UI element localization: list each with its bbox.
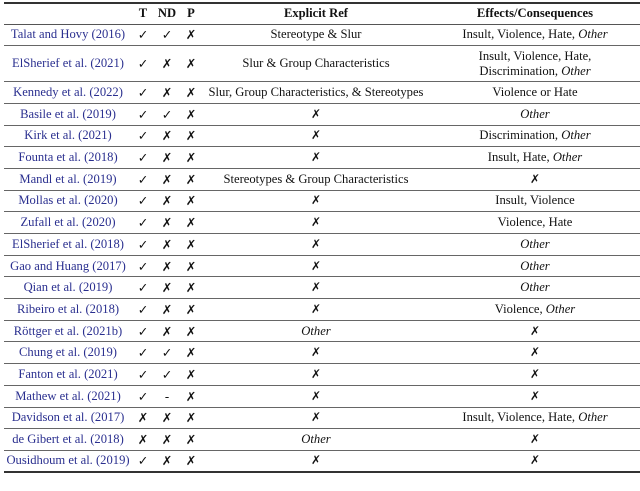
explicit-ref-cell [202, 299, 430, 321]
table-row [4, 24, 640, 46]
effects-cell [430, 320, 640, 342]
effects-text: ✗ [529, 453, 541, 468]
comparison-table [4, 2, 640, 473]
t-mark: ✓ [137, 215, 149, 231]
p-mark: ✗ [185, 106, 197, 122]
effects-text: Violence, Hate [497, 215, 573, 230]
nd-mark: ✗ [161, 453, 173, 469]
reference-link[interactable]: Ousidhoum et al. (2019) [6, 453, 130, 468]
explicit-ref-text: ✗ [310, 453, 322, 468]
effects-other-text: Other [578, 27, 608, 42]
effects-text: Discrimination, [479, 128, 562, 143]
p-mark: ✗ [185, 258, 197, 274]
explicit-ref-text: ✗ [310, 345, 322, 360]
reference-link[interactable]: Mollas et al. (2020) [18, 193, 118, 208]
t-mark: ✓ [137, 27, 149, 43]
nd-mark: ✗ [161, 85, 173, 101]
effects-cell [430, 385, 640, 407]
table-row [4, 342, 640, 364]
effects-text: ✗ [529, 366, 541, 381]
effects-cell [430, 24, 640, 46]
p-mark: ✗ [185, 453, 197, 469]
reference-link[interactable]: Talat and Hovy (2016) [10, 27, 126, 42]
t-mark: ✓ [137, 106, 149, 122]
reference-link[interactable]: Kirk et al. (2021) [24, 128, 112, 143]
reference-link[interactable]: Fanton et al. (2021) [18, 366, 118, 381]
explicit-ref-cell [202, 125, 430, 147]
p-mark: ✗ [185, 280, 197, 296]
t-mark: ✓ [137, 388, 149, 404]
explicit-ref-text: ✗ [310, 128, 322, 143]
explicit-ref-cell [202, 24, 430, 46]
nd-mark: ✗ [161, 323, 173, 339]
explicit-ref-text: ✗ [310, 106, 322, 121]
explicit-ref-text: ✗ [310, 410, 322, 425]
effects-cell [430, 82, 640, 104]
effects-cell [430, 364, 640, 386]
explicit-ref-cell [202, 277, 430, 299]
effects-other-text: Other [552, 150, 583, 165]
effects-cell [430, 450, 640, 472]
effects-text: ✗ [529, 388, 541, 403]
reference-link[interactable]: Mathew et al. (2021) [15, 388, 121, 403]
explicit-ref-cell [202, 147, 430, 169]
nd-mark: ✓ [161, 345, 173, 361]
nd-mark: ✗ [161, 432, 173, 448]
p-mark: ✗ [185, 366, 197, 382]
p-mark: ✗ [185, 432, 197, 448]
reference-link[interactable]: Röttger et al. (2021b) [13, 323, 123, 338]
nd-mark: ✗ [161, 301, 173, 317]
reference-link[interactable]: de Gibert et al. (2018) [12, 432, 124, 447]
effects-cell [430, 429, 640, 451]
effects-text: ✗ [529, 171, 541, 186]
explicit-ref-cell [202, 385, 430, 407]
effects-cell [430, 407, 640, 429]
explicit-ref-cell [202, 255, 430, 277]
explicit-ref-cell [202, 168, 430, 190]
effects-cell [430, 255, 640, 277]
t-mark: ✓ [137, 323, 149, 339]
nd-mark: ✗ [161, 193, 173, 209]
p-mark: ✗ [185, 27, 197, 43]
reference-link[interactable]: Chung et al. (2019) [19, 345, 117, 360]
explicit-other-text: Other [301, 432, 331, 447]
explicit-ref-text: Stereotypes & Group Characteristics [223, 171, 409, 186]
p-mark: ✗ [185, 193, 197, 209]
table-row [4, 385, 640, 407]
table-row [4, 103, 640, 125]
table-row [4, 277, 640, 299]
effects-cell [430, 342, 640, 364]
table-row [4, 320, 640, 342]
effects-text: ✗ [529, 323, 541, 338]
effects-cell [430, 125, 640, 147]
effects-other-text: Other [545, 301, 576, 316]
explicit-ref-cell [202, 234, 430, 256]
t-mark: ✗ [137, 410, 149, 426]
effects-cell [430, 190, 640, 212]
reference-link[interactable]: Zufall et al. (2020) [20, 215, 116, 230]
effects-cell [430, 46, 640, 82]
nd-mark: ✗ [161, 410, 173, 426]
effects-cell [430, 212, 640, 234]
effects-other-text: Other [520, 236, 550, 251]
header-effects: Effects/Consequences [430, 3, 640, 24]
nd-mark: ✓ [161, 366, 173, 382]
table-row [4, 168, 640, 190]
explicit-ref-cell [202, 46, 430, 82]
nd-mark: - [164, 388, 170, 404]
explicit-ref-text: ✗ [310, 258, 322, 273]
explicit-ref-cell [202, 103, 430, 125]
header-row [4, 3, 640, 24]
explicit-ref-text: Slur & Group Characteristics [242, 56, 390, 71]
explicit-ref-cell [202, 342, 430, 364]
explicit-other-text: Other [301, 323, 331, 338]
p-mark: ✗ [185, 215, 197, 231]
reference-link[interactable]: ElSherief et al. (2021) [12, 56, 124, 71]
reference-link[interactable]: Davidson et al. (2017) [11, 410, 125, 425]
explicit-ref-text: ✗ [310, 193, 322, 208]
effects-cell [430, 168, 640, 190]
effects-text: Insult, Violence, Hate, [462, 27, 579, 42]
t-mark: ✓ [137, 150, 149, 166]
t-mark: ✓ [137, 85, 149, 101]
reference-link[interactable]: Ribeiro et al. (2018) [16, 301, 120, 316]
nd-mark: ✗ [161, 236, 173, 252]
p-mark: ✗ [185, 128, 197, 144]
t-mark: ✓ [137, 280, 149, 296]
effects-text: Insult, Violence, Hate, [462, 410, 579, 425]
effects-text-line2: Discrimination, [479, 63, 562, 78]
effects-other-text: Other [520, 258, 550, 273]
effects-text: Insult, Hate, [487, 150, 553, 165]
header-p: P [180, 3, 202, 24]
header-nd: ND [154, 3, 180, 24]
p-mark: ✗ [185, 323, 197, 339]
explicit-ref-cell [202, 190, 430, 212]
effects-cell [430, 147, 640, 169]
explicit-ref-cell [202, 320, 430, 342]
nd-mark: ✓ [161, 27, 173, 43]
effects-text: Violence, [494, 301, 546, 316]
p-mark: ✗ [185, 56, 197, 72]
t-mark: ✓ [137, 193, 149, 209]
header-explicit-ref: Explicit Ref [202, 3, 430, 24]
reference-link[interactable]: ElSherief et al. (2018) [12, 236, 124, 251]
reference-link[interactable]: Founta et al. (2018) [18, 150, 118, 165]
reference-link[interactable]: Qian et al. (2019) [23, 280, 113, 295]
effects-other-text: Other [561, 128, 591, 143]
explicit-ref-text: ✗ [310, 215, 322, 230]
explicit-ref-cell [202, 82, 430, 104]
effects-other-text: Other [520, 280, 550, 295]
table-row [4, 46, 640, 82]
t-mark: ✓ [137, 453, 149, 469]
effects-text: ✗ [529, 345, 541, 360]
explicit-ref-text: ✗ [310, 301, 322, 316]
effects-cell [430, 234, 640, 256]
effects-text: Insult, Violence [495, 193, 575, 208]
nd-mark: ✗ [161, 150, 173, 166]
explicit-ref-cell [202, 407, 430, 429]
explicit-ref-cell [202, 450, 430, 472]
p-mark: ✗ [185, 388, 197, 404]
t-mark: ✓ [137, 301, 149, 317]
reference-link[interactable]: Basile et al. (2019) [20, 106, 116, 121]
table-row [4, 147, 640, 169]
table-row [4, 82, 640, 104]
explicit-ref-cell [202, 212, 430, 234]
explicit-ref-cell [202, 364, 430, 386]
table-caption [0, 484, 640, 491]
t-mark: ✗ [137, 432, 149, 448]
reference-link[interactable]: Kennedy et al. (2022) [13, 85, 123, 100]
p-mark: ✗ [185, 301, 197, 317]
table-row [4, 429, 640, 451]
explicit-ref-cell [202, 429, 430, 451]
p-mark: ✗ [185, 85, 197, 101]
t-mark: ✓ [137, 56, 149, 72]
effects-cell [430, 299, 640, 321]
table-row [4, 234, 640, 256]
explicit-ref-text: ✗ [310, 388, 322, 403]
explicit-ref-text: ✗ [310, 150, 322, 165]
header-t: T [132, 3, 154, 24]
header-reference [4, 3, 132, 24]
table-row [4, 255, 640, 277]
explicit-ref-text: ✗ [310, 280, 322, 295]
effects-other-text: Other [561, 63, 591, 78]
p-mark: ✗ [185, 150, 197, 166]
explicit-ref-text: Slur, Group Characteristics, & Stereotypes [208, 85, 424, 100]
table-row [4, 407, 640, 429]
explicit-ref-text: ✗ [310, 236, 322, 251]
nd-mark: ✗ [161, 280, 173, 296]
p-mark: ✗ [185, 171, 197, 187]
table-row [4, 190, 640, 212]
nd-mark: ✓ [161, 106, 173, 122]
nd-mark: ✗ [161, 128, 173, 144]
table-row [4, 299, 640, 321]
table-row [4, 125, 640, 147]
nd-mark: ✗ [161, 215, 173, 231]
t-mark: ✓ [137, 128, 149, 144]
effects-cell [430, 277, 640, 299]
reference-link[interactable]: Mandl et al. (2019) [19, 171, 117, 186]
table-row [4, 212, 640, 234]
explicit-ref-text: ✗ [310, 366, 322, 381]
nd-mark: ✗ [161, 56, 173, 72]
effects-cell [430, 103, 640, 125]
effects-other-text: Other [520, 106, 550, 121]
effects-text: Insult, Violence, Hate, [478, 48, 592, 63]
nd-mark: ✗ [161, 171, 173, 187]
t-mark: ✓ [137, 366, 149, 382]
effects-text: ✗ [529, 432, 541, 447]
effects-text: Violence or Hate [492, 85, 578, 100]
table-row [4, 364, 640, 386]
t-mark: ✓ [137, 345, 149, 361]
t-mark: ✓ [137, 258, 149, 274]
effects-other-text: Other [578, 410, 608, 425]
explicit-ref-text: Stereotype & Slur [270, 27, 362, 42]
p-mark: ✗ [185, 410, 197, 426]
p-mark: ✗ [185, 345, 197, 361]
reference-link[interactable]: Gao and Huang (2017) [10, 258, 126, 273]
nd-mark: ✗ [161, 258, 173, 274]
table-row [4, 450, 640, 472]
p-mark: ✗ [185, 236, 197, 252]
t-mark: ✓ [137, 171, 149, 187]
t-mark: ✓ [137, 236, 149, 252]
